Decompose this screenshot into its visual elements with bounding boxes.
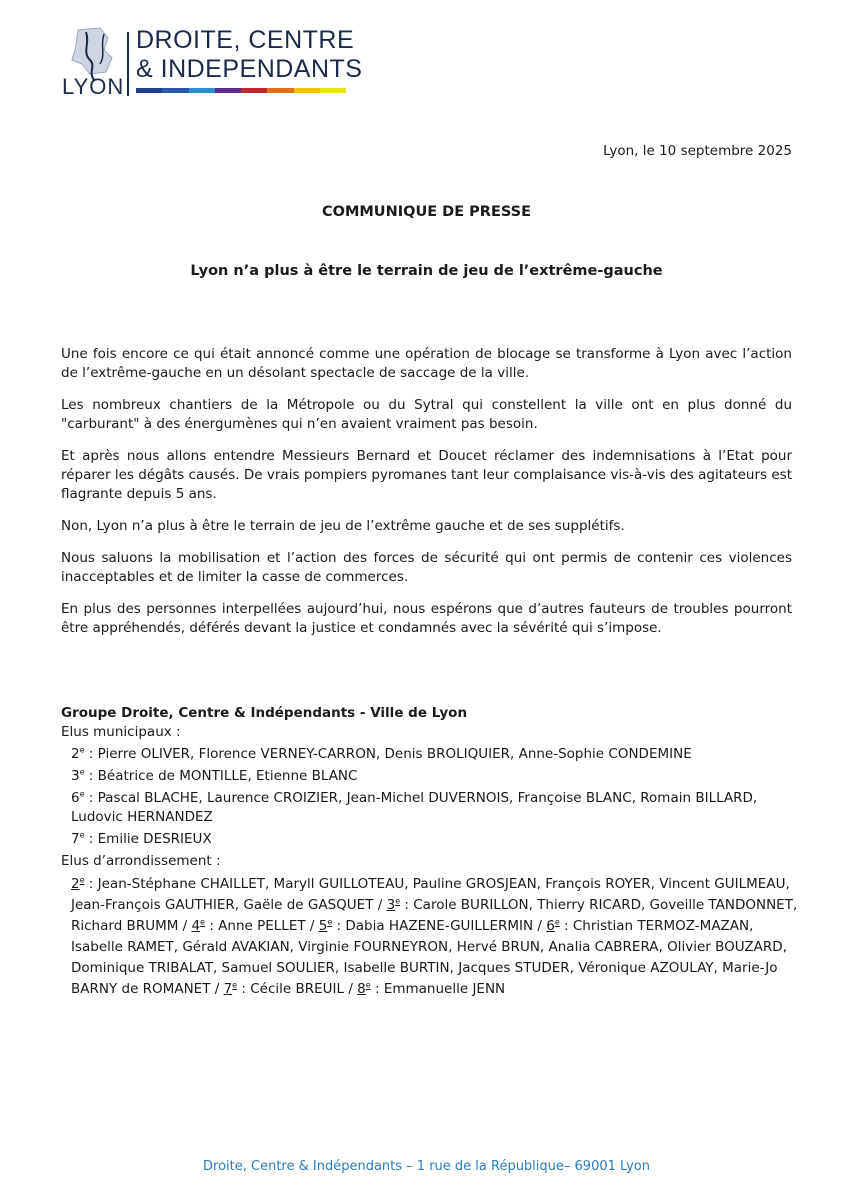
- municipal-item: 7e : Emilie DESRIEUX: [71, 830, 212, 847]
- municipal-label: Elus municipaux :: [61, 724, 181, 740]
- party-logo: [60, 24, 363, 104]
- paragraph-1: Une fois encore ce qui était annoncé comme une opération de blocage se transforme à Lyon avec l’action de l’extrême-gauche en un désolant spectacle de saccage de la ville.: [61, 346, 792, 381]
- logo-city: LYON: [62, 74, 125, 99]
- municipal-item: 3e : Béatrice de MONTILLE, Etienne BLANC: [71, 767, 358, 784]
- paragraph-4: Non, Lyon n’a plus à être le terrain de jeu de l’extrême gauche et de ses supplétifs.: [61, 518, 625, 534]
- paragraph-6: En plus des personnes interpellées aujourd’hui, nous espérons que d’autres fauteurs de troubles pourront être appréhendés, déférés devant la justice et condamnés avec la sévérité qui s’impose.: [61, 601, 792, 636]
- stripe-segment: [267, 88, 293, 93]
- logo-color-stripe: [136, 88, 346, 93]
- press-release-body: [61, 345, 792, 651]
- logo-title-line-1: DROITE, CENTRE: [136, 26, 355, 54]
- footer-address: Droite, Centre & Indépendants – 1 rue de la République– 69001 Lyon: [203, 1159, 650, 1174]
- arrondissement-label: Elus d’arrondissement :: [61, 853, 221, 869]
- arrondissement-list: 2e : Jean-Stéphane CHAILLET, Maryll GUILLOTEAU, Pauline GROSJEAN, François ROYER, Vincent GUILMEAU, Jean-François GAUTHIER, Gaële de GASQUET / 3e : Carole BURILLON, Thierry RICARD, Goveille TANDONNET, Richard BRUMM / 4e : Anne PELLET / 5e : Dabia HAZENE-GUILLERMIN / 6e : Christian TERMOZ-MAZAN, Isabelle RAMET, Gérald AVAKIAN, Virginie FOURNEYRON, Hervé BRUN, Analia CABRERA, Olivier BOUZARD, Dominique TRIBALAT, Samuel SOULIER, Isabelle BURTIN, Jacques STUDER, Véronique AZOULAY, Marie-Jo BARNY de ROMANET / 7e : Cécile BREUIL / 8e : Emmanuelle JENN: [71, 875, 798, 997]
- document-heading: COMMUNIQUE DE PRESSE: [321, 204, 531, 220]
- stripe-segment: [215, 88, 241, 93]
- stripe-segment: [294, 88, 320, 93]
- paragraph-5: Nous saluons la mobilisation et l’action des forces de sécurité qui ont permis de contenir ces violences inacceptables et de limiter la casse de commerces.: [61, 550, 792, 585]
- document-subheading: Lyon n’a plus à être le terrain de jeu de l’extrême-gauche: [190, 263, 663, 279]
- stripe-segment: [136, 88, 162, 93]
- logo-divider: [127, 32, 129, 96]
- paragraph-2: Les nombreux chantiers de la Métropole ou du Sytral qui constellent la ville ont en plus donné du "carburant" à des énergumènes qui n’en avaient vraiment pas besoin.: [61, 397, 792, 432]
- municipal-item: 2e : Pierre OLIVER, Florence VERNEY-CARRON, Denis BROLIQUIER, Anne-Sophie CONDEMINE: [71, 745, 692, 762]
- municipal-item: 6e : Pascal BLACHE, Laurence CROIZIER, Jean-Michel DUVERNOIS, Françoise BLANC, Romain BILLARD, Ludovic HERNANDEZ: [71, 789, 758, 825]
- group-title: Groupe Droite, Centre & Indépendants - Ville de Lyon: [61, 705, 468, 721]
- paragraph-3: Et après nous allons entendre Messieurs Bernard et Doucet réclamer des indemnisations à l’Etat pour réparer les dégâts causés. De vrais pompiers pyromanes tant leur complaisance vis-à-vis des agitateurs est flagrante depuis 5 ans.: [61, 448, 792, 502]
- logo-title-line-2: & INDEPENDANTS: [136, 55, 363, 83]
- municipal-list: [61, 745, 801, 849]
- stripe-segment: [189, 88, 215, 93]
- stripe-segment: [320, 88, 346, 93]
- stripe-segment: [162, 88, 188, 93]
- signature-block: [61, 704, 801, 1000]
- document-date: Lyon, le 10 septembre 2025: [603, 143, 792, 159]
- stripe-segment: [241, 88, 267, 93]
